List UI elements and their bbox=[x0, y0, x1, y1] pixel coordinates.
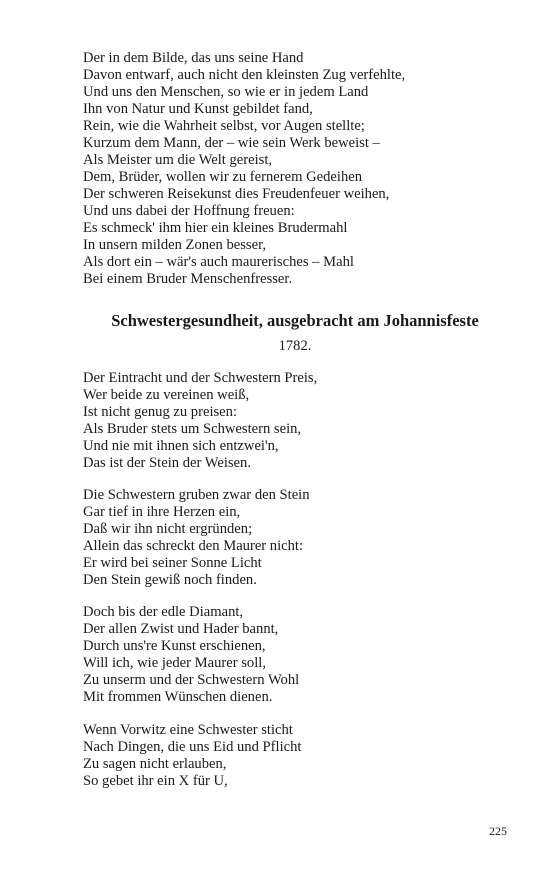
verse-line: Will ich, wie jeder Maurer soll, bbox=[83, 655, 266, 671]
verse-line: Davon entwarf, auch nicht den kleinsten Zug verfehlte, bbox=[83, 67, 406, 83]
verse-line: Daß wir ihn nicht ergründen; bbox=[83, 521, 253, 537]
verse-line: Ist nicht genug zu preisen: bbox=[83, 404, 238, 420]
verse-line: Zu sagen nicht erlauben, bbox=[83, 756, 227, 772]
verse-line: Wenn Vorwitz eine Schwester sticht bbox=[83, 722, 293, 738]
verse-line: In unsern milden Zonen besser, bbox=[83, 237, 267, 253]
verse-line: Durch uns're Kunst erschienen, bbox=[83, 638, 266, 654]
verse-line: Mit frommen Wünschen dienen. bbox=[83, 689, 273, 705]
verse-line: Ihn von Natur und Kunst gebildet fand, bbox=[83, 101, 313, 117]
verse-line: Und uns dabei der Hoffnung freuen: bbox=[83, 203, 295, 219]
poem-stanza-4 bbox=[83, 722, 301, 790]
verse-line: Doch bis der edle Diamant, bbox=[83, 604, 244, 620]
verse-line: Er wird bei seiner Sonne Licht bbox=[83, 555, 262, 571]
verse-line: Als Bruder stets um Schwestern sein, bbox=[83, 421, 302, 437]
verse-line: Das ist der Stein der Weisen. bbox=[83, 455, 251, 471]
verse-line: So gebet ihr ein X für U, bbox=[83, 773, 228, 789]
intro-stanza bbox=[83, 50, 405, 288]
verse-line: Rein, wie die Wahrheit selbst, vor Augen stellte; bbox=[83, 118, 365, 134]
poem-title: Schwestergesundheit, ausgebracht am Johannisfeste bbox=[111, 311, 479, 330]
poem-stanza-3 bbox=[83, 604, 299, 706]
poem-stanza-1 bbox=[83, 370, 317, 472]
verse-line: Es schmeck' ihm hier ein kleines Brudermahl bbox=[83, 220, 348, 236]
verse-line: Der allen Zwist und Hader bannt, bbox=[83, 621, 279, 637]
verse-line: Und uns den Menschen, so wie er in jedem Land bbox=[83, 84, 369, 100]
verse-line: Den Stein gewiß noch finden. bbox=[83, 572, 257, 588]
verse-line: Und nie mit ihnen sich entzwei'n, bbox=[83, 438, 279, 454]
verse-line: Kurzum dem Mann, der – wie sein Werk beweist – bbox=[83, 135, 380, 151]
verse-line: Nach Dingen, die uns Eid und Pflicht bbox=[83, 739, 302, 755]
poem-year: 1782. bbox=[278, 338, 312, 354]
verse-line: Der in dem Bilde, das uns seine Hand bbox=[83, 50, 304, 66]
verse-line: Als dort ein – wär's auch maurerisches – Mahl bbox=[83, 254, 354, 270]
verse-line: Als Meister um die Welt gereist, bbox=[83, 152, 273, 168]
verse-line: Bei einem Bruder Menschenfresser. bbox=[83, 271, 293, 287]
poem-stanza-2 bbox=[83, 487, 310, 589]
verse-line: Allein das schreckt den Maurer nicht: bbox=[83, 538, 304, 554]
verse-line: Gar tief in ihre Herzen ein, bbox=[83, 504, 241, 520]
page-number: 225 bbox=[489, 824, 507, 838]
verse-line: Der schweren Reisekunst dies Freudenfeuer weihen, bbox=[83, 186, 390, 202]
verse-line: Die Schwestern gruben zwar den Stein bbox=[83, 487, 310, 503]
verse-line: Dem, Brüder, wollen wir zu fernerem Gedeihen bbox=[83, 169, 363, 185]
verse-line: Der Eintracht und der Schwestern Preis, bbox=[83, 370, 318, 386]
verse-line: Zu unserm und der Schwestern Wohl bbox=[83, 672, 300, 688]
verse-line: Wer beide zu vereinen weiß, bbox=[83, 387, 250, 403]
